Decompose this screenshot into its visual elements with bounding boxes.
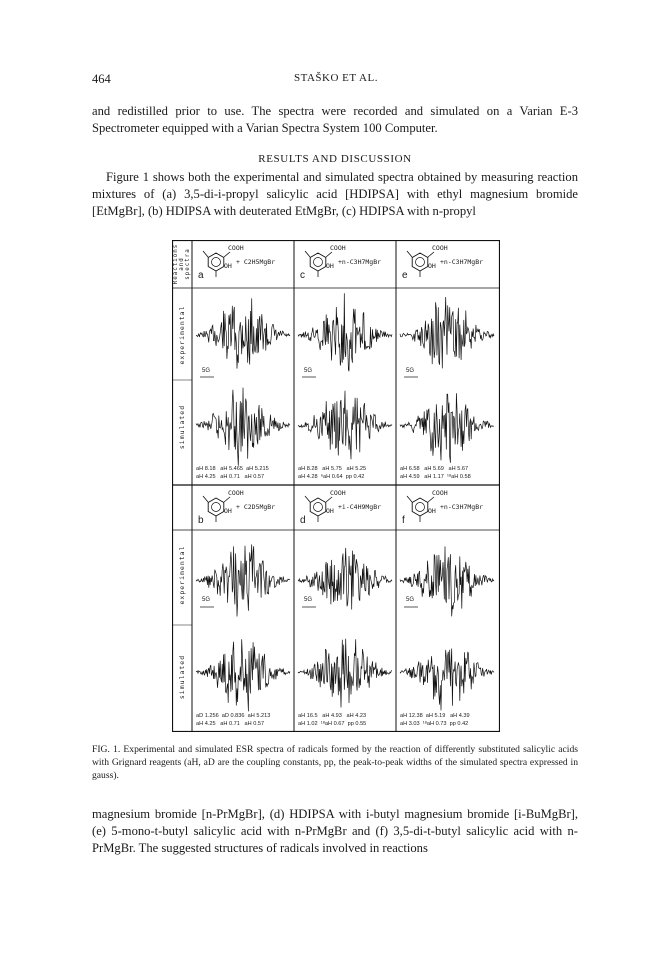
panel-e-reagent: +n-C3H7MgBr — [440, 258, 484, 266]
panel-c-letter: c — [300, 270, 305, 281]
section-heading: RESULTS AND DISCUSSION — [258, 153, 412, 165]
panel-c-cooh: COOH — [330, 244, 346, 252]
figure-1 — [172, 240, 500, 732]
panel-b-oh: OH — [224, 507, 232, 515]
page-number: 464 — [92, 72, 111, 86]
running-header — [92, 72, 580, 88]
panel-a-cooh: COOH — [228, 244, 244, 252]
side-label-reactions: Reactions and spectra — [173, 243, 191, 285]
panel-f — [396, 485, 500, 732]
panel-b-letter: b — [198, 515, 204, 526]
panel-b — [192, 485, 294, 732]
paragraph-1: and redistilled prior to use. The spectra were recorded and simulated on a Varian E-3 Spectrometer equipped with a Varian Spectra System 100 Computer. — [92, 104, 578, 136]
side-label-experimental-top: experimental — [178, 305, 186, 365]
panel-d-letter: d — [300, 515, 306, 526]
panel-a — [192, 240, 294, 485]
panel-c-params: aH 8.28 aH 5.75 aH 5.25 aH 4.28 ⁶aH 0.64 pp 0.42 — [298, 466, 367, 481]
side-label-experimental-bottom: experimental — [178, 545, 186, 605]
panel-a-oh: OH — [224, 262, 232, 270]
panel-e — [396, 240, 500, 485]
panel-d — [294, 485, 396, 732]
panel-f-letter: f — [402, 515, 405, 526]
panel-f-scale: 5G — [406, 597, 415, 603]
panel-b-cooh: COOH — [228, 489, 244, 497]
panel-d-params: aH 16.5 aH 4.93 aH 4.23 aH 1.02 ¹⁸aH 0.67 pp 0.55 — [298, 713, 367, 728]
panel-a-params: aH 8.18 aH 5.465 aH 5.215 aH 4.25 aH 0.71 aH 0.57 — [196, 466, 269, 481]
panel-a-scale: 5G — [202, 368, 211, 374]
panel-b-params: aD 1.256 aD 0.836 aH 5.213 aH 4.25 aH 0.71 aH 0.57 — [196, 713, 271, 728]
panel-d-oh: OH — [326, 507, 334, 515]
panel-d-reagent: +i-C4H9MgBr — [338, 503, 382, 511]
panel-e-cooh: COOH — [432, 244, 448, 252]
panel-b-reagent: + C2D5MgBr — [236, 503, 276, 511]
panel-e-params: aH 6.58 aH 5.69 aH 5.67 aH 4.59 aH 1.17 ¹⁸aH 0.58 — [400, 466, 471, 481]
panel-c-scale: 5G — [304, 368, 313, 374]
panel-d-cooh: COOH — [330, 489, 346, 497]
panel-e-scale: 5G — [406, 368, 415, 374]
panel-c-oh: OH — [326, 262, 334, 270]
panel-c-reagent: +n-C3H7MgBr — [338, 258, 382, 266]
panel-f-oh: OH — [428, 507, 436, 515]
running-title: STAŠKO ET AL. — [294, 72, 378, 84]
panel-e-letter: e — [402, 270, 408, 281]
side-label-simulated-bottom: simulated — [178, 654, 186, 700]
panel-f-params: aH 12.38 aH 5.19 aH 4.39 aH 3.03 ¹⁸aH 0.73 pp 0.42 — [400, 713, 470, 728]
panel-f-cooh: COOH — [432, 489, 448, 497]
side-label-simulated-top: simulated — [178, 404, 186, 450]
panel-e-oh: OH — [428, 262, 436, 270]
panel-d-scale: 5G — [304, 597, 313, 603]
figure-caption: FIG. 1. Experimental and simulated ESR spectra of radicals formed by the reaction of differently substituted salicylic acids with Grignard reagents (aH, aD are the coupling constants, pp, the peak-to-peak widths of the simulated spectra expressed in gauss). — [92, 744, 578, 782]
panel-a-letter: a — [198, 270, 204, 281]
panel-c — [294, 240, 396, 485]
paragraph-3: magnesium bromide [n-PrMgBr], (d) HDIPSA with i-butyl magnesium bromide [i-BuMgBr], (e) 5-mono-t-butyl salicylic acid with n-PrMgBr and (f) 3,5-di-t-butyl salicylic acid with n-PrMgBr. The suggested structures of radicals involved in reactions — [92, 807, 578, 856]
paragraph-2: Figure 1 shows both the experimental and simulated spectra obtained by measuring reaction mixtures of (a) 3,5-di-i-propyl salicylic acid [HDIPSA] with ethyl magnesium bromide [EtMgBr], (b) HDIPSA with deuterated EtMgBr, (c) HDIPSA with n-propyl — [92, 170, 578, 219]
panel-f-reagent: +n-C3H7MgBr — [440, 503, 484, 511]
panel-a-reagent: + C2H5MgBr — [236, 258, 276, 266]
panel-b-scale: 5G — [202, 597, 211, 603]
